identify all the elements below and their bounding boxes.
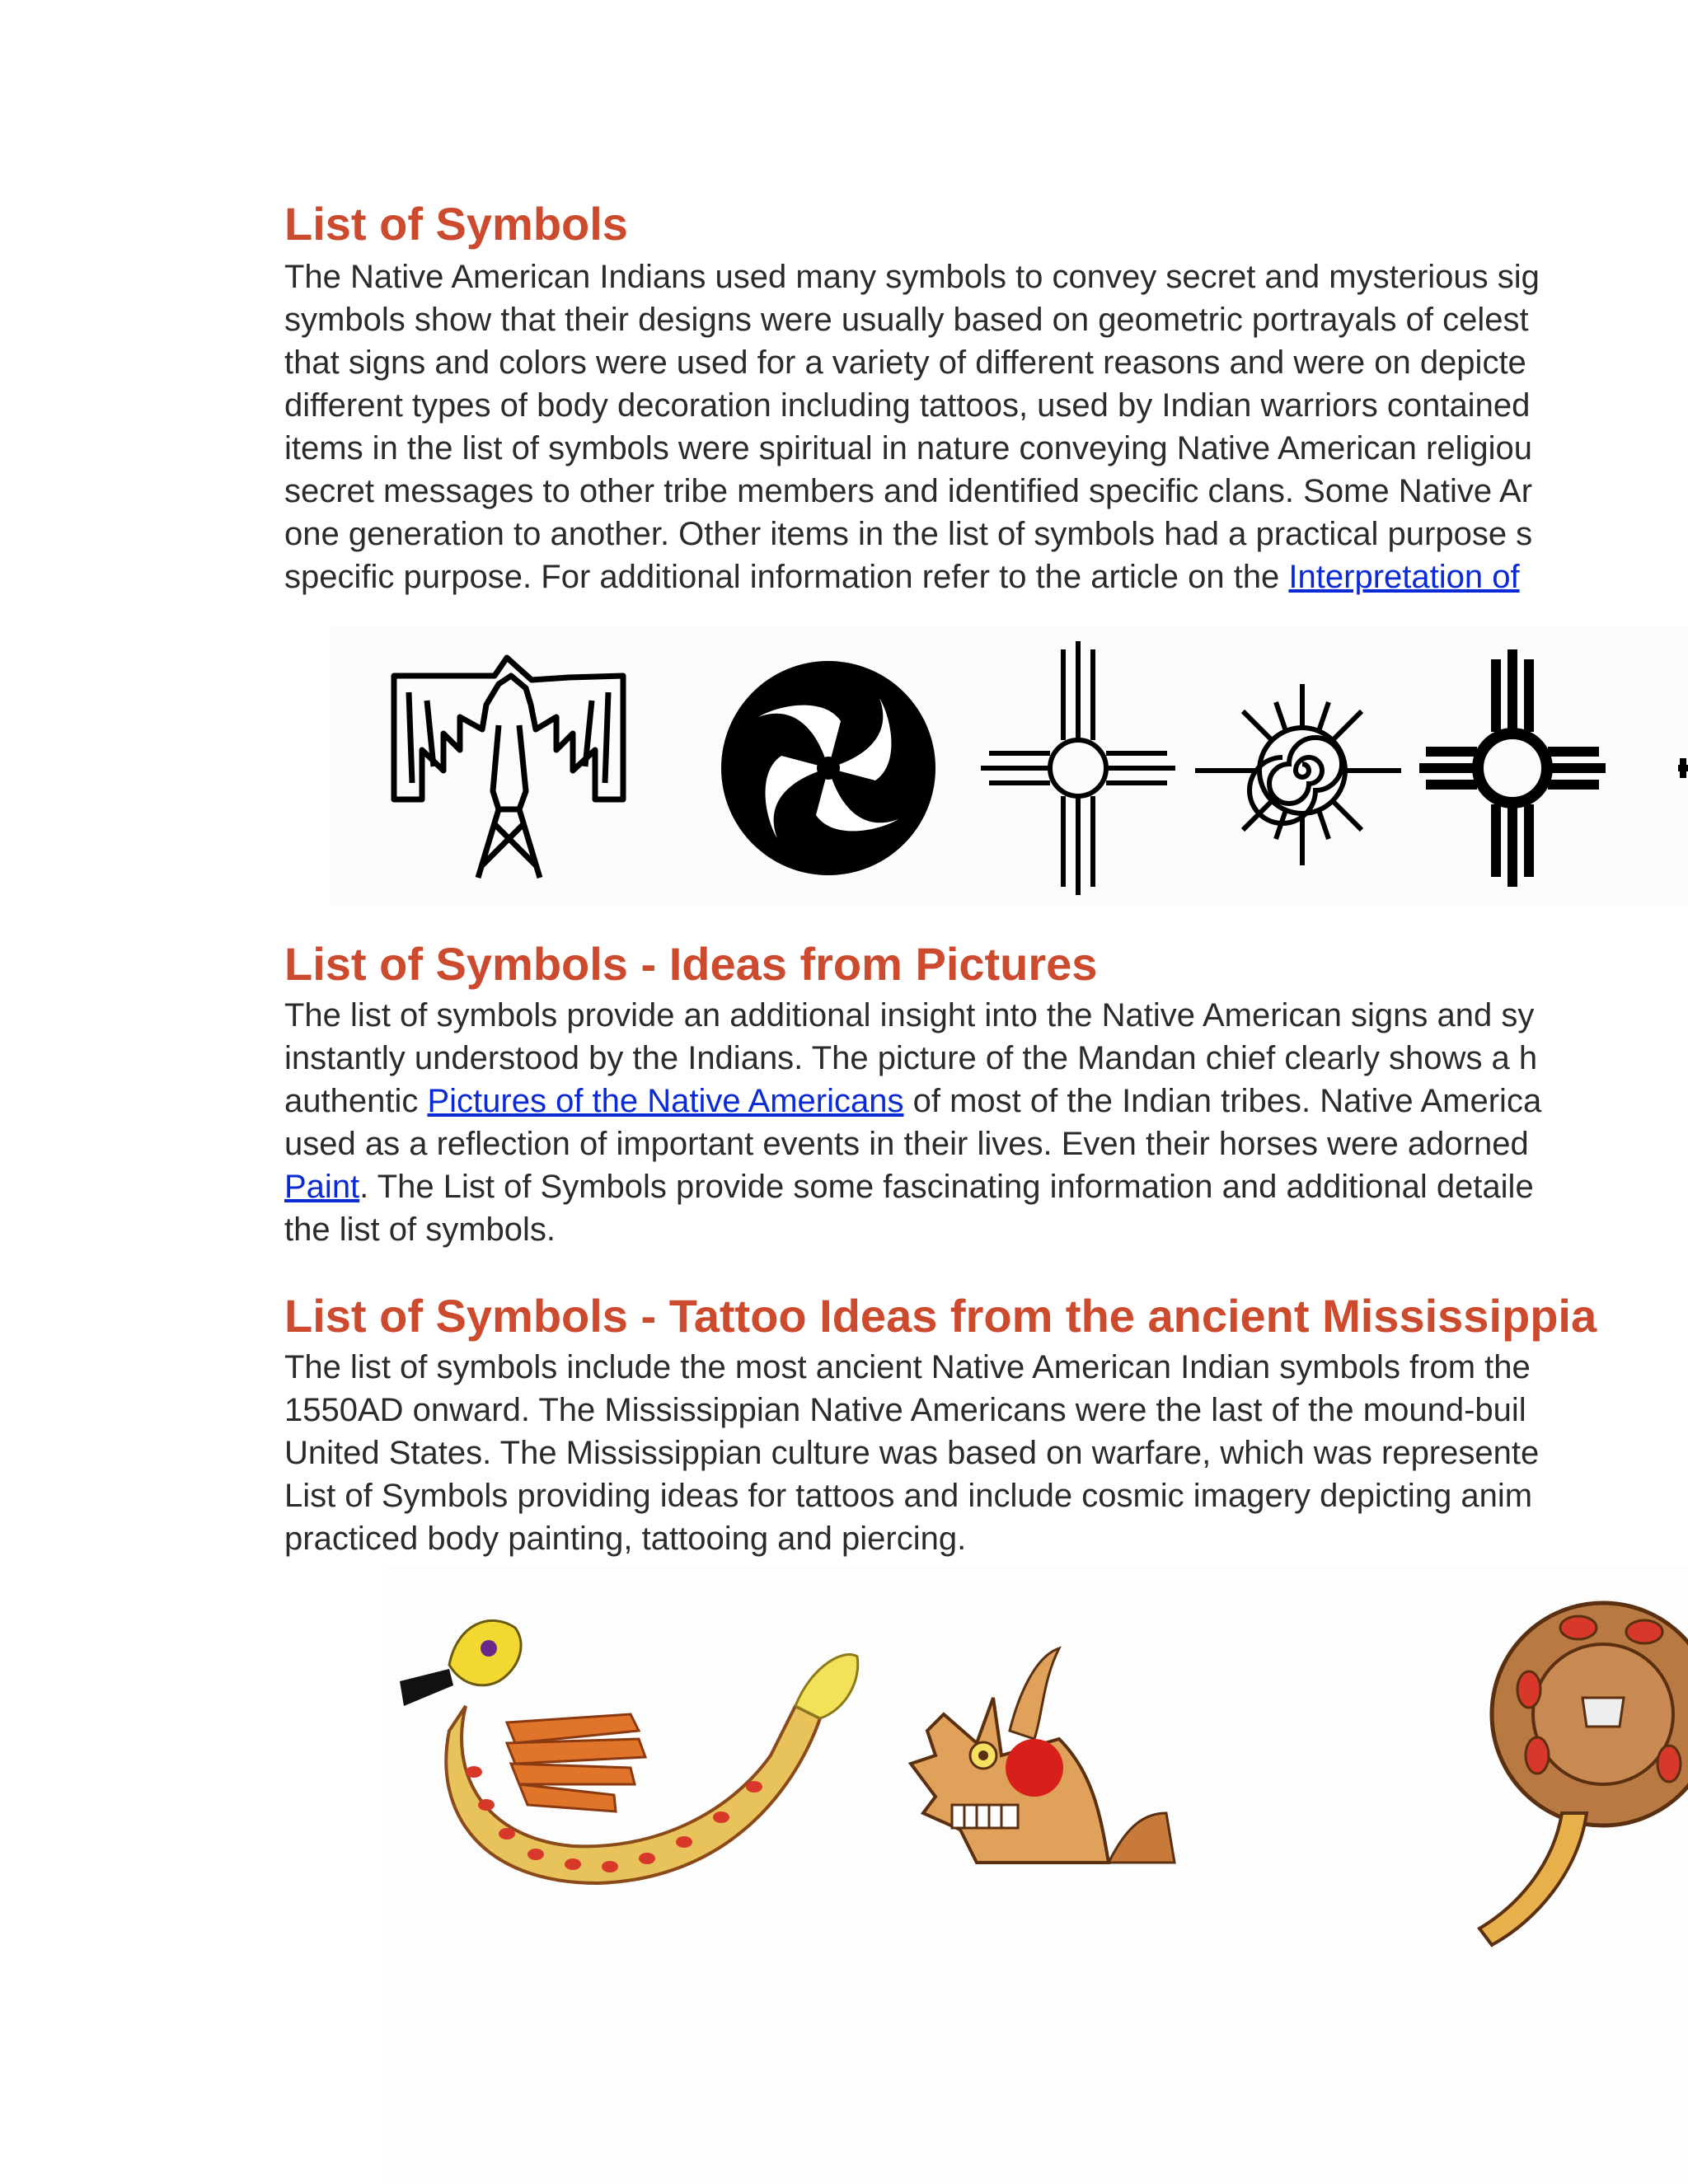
ideas-from-pictures-paragraph: [284, 994, 1541, 1251]
paragraph-text: authentic: [284, 1083, 428, 1119]
tattoo-ideas-paragraph: [284, 1346, 1539, 1560]
section-heading-tattoo-ideas: List of Symbols - Tattoo Ideas from the ancient Mississippia: [284, 1290, 1597, 1342]
feathered-serpent-icon: [400, 1620, 858, 1883]
tattoo-symbols-image: [383, 1566, 1688, 2184]
cropped-symbol-icon: [1678, 758, 1688, 778]
coiled-rattlesnake-icon: [1479, 1603, 1688, 1945]
paragraph-line: symbols show that their designs were usually based on geometric portrayals of celest: [284, 302, 1529, 338]
paragraph-line: The list of symbols include the most ancient Native American Indian symbols from the: [284, 1349, 1531, 1385]
paragraph-line: 1550AD onward. The Mississippian Native Americans were the last of the mound-buil: [284, 1392, 1526, 1428]
section-heading-list-of-symbols: List of Symbols: [284, 198, 628, 250]
paragraph-line: the list of symbols.: [284, 1212, 556, 1248]
paragraph-text: . The List of Symbols provide some fascinating information and additional detaile: [359, 1169, 1534, 1205]
paragraph-line: instantly understood by the Indians. The picture of the Mandan chief clearly shows a h: [284, 1040, 1538, 1076]
paragraph-line: used as a reflection of important events in their lives. Even their horses were adorned: [284, 1126, 1529, 1162]
paragraph-line: items in the list of symbols were spiritual in nature conveying Native American religiou: [284, 430, 1533, 466]
thunderbird-icon: [394, 658, 623, 878]
paragraph-text: of most of the Indian tribes. Native America: [903, 1083, 1542, 1119]
whirling-log-icon: [721, 661, 935, 875]
paragraph-line: [284, 1165, 1541, 1208]
symbols-image: [330, 626, 1688, 907]
paragraph-line: practiced body painting, tattooing and piercing.: [284, 1521, 967, 1557]
paragraph-line: [284, 555, 1540, 598]
paragraph-line: different types of body decoration including tattoos, used by Indian warriors contained: [284, 387, 1531, 424]
section-intro-paragraph: [284, 255, 1540, 598]
paragraph-line: United States. The Mississippian culture was based on warfare, which was represente: [284, 1435, 1540, 1471]
sun-cross-icon: [981, 641, 1175, 895]
zia-sun-icon: [1419, 649, 1606, 887]
paragraph-line: The Native American Indians used many symbols to convey secret and mysterious sig: [284, 259, 1540, 295]
paragraph-line: List of Symbols providing ideas for tattoos and include cosmic imagery depicting anim: [284, 1478, 1533, 1514]
interpretation-link[interactable]: Interpretation of: [1288, 559, 1520, 595]
paragraph-text: specific purpose. For additional information refer to the article on the: [284, 559, 1289, 595]
paragraph-line: The list of symbols provide an additional insight into the Native American signs and sy: [284, 997, 1535, 1033]
section-heading-ideas-from-pictures: List of Symbols - Ideas from Pictures: [284, 938, 1098, 990]
paragraph-line: [284, 1080, 1541, 1122]
pictures-of-native-americans-link[interactable]: Pictures of the Native Americans: [427, 1083, 904, 1119]
horned-serpent-head-icon: [911, 1648, 1175, 1863]
paint-link[interactable]: Paint: [284, 1169, 360, 1205]
paragraph-line: one generation to another. Other items in the list of symbols had a practical purpose s: [284, 516, 1533, 552]
spiral-sun-icon: [1195, 684, 1401, 865]
paragraph-line: that signs and colors were used for a variety of different reasons and were on depicte: [284, 344, 1526, 381]
paragraph-line: secret messages to other tribe members and identified specific clans. Some Native Ar: [284, 473, 1533, 509]
